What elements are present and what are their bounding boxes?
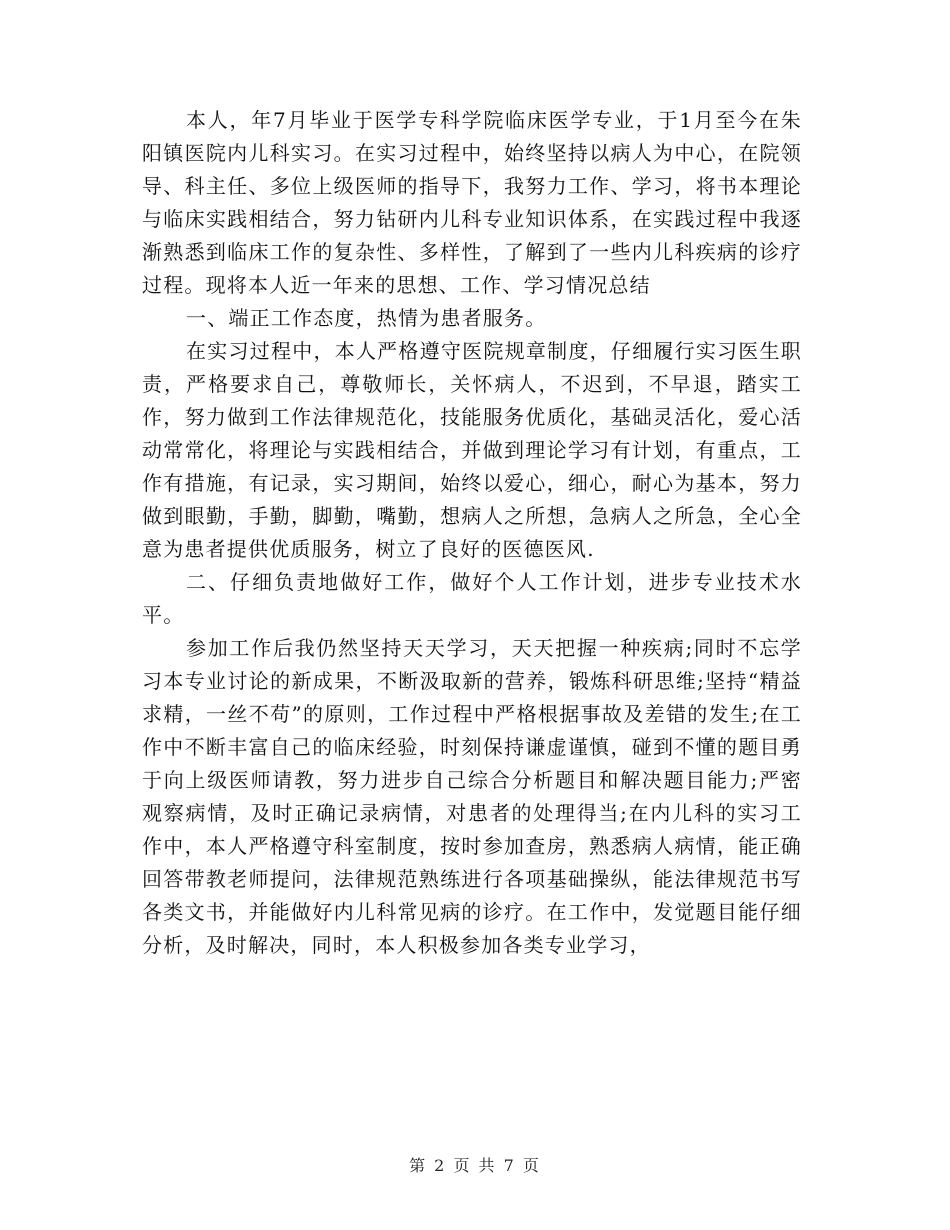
paragraph-professional-study: 参加工作后我仍然坚持天天学习，天天把握一种疾病;同时不忘学习本专业讨论的新成果，不断汲取新的营养，锻炼科研思维;坚持“精益求精，一丝不苟”的原则，工作过程中严格根据事故及差错的发生;在工作中不断丰富自己的临床经验，时刻保持谦虚谨慎，碰到不懂的题目勇于向上级医师请教，努力进步自己综合分析题目和解决题目能力;严密观察病情，及时正确记录病情，对患者的处理得当;在内儿科的实习工作中，本人严格遵守科室制度，按时参加查房，熟悉病人病情，能正确回答带教老师提问，法律规范熟练进行各项基础操纵，能法律规范书写各类文书，并能做好内儿科常见病的诊疗。在工作中，发觉题目能仔细分析，及时解决，同时，本人积极参加各类专业学习， xyxy=(142,636,802,957)
section-heading-2: 二、仔细负责地做好工作，做好个人工作计划，进步专业技术水平。 xyxy=(142,570,802,627)
document-body xyxy=(142,104,802,962)
paragraph-intro: 本人，年7月毕业于医学专科学院临床医学专业，于1月至今在朱阳镇医院内儿科实习。在实习过程中，始终坚持以病人为中心，在院领导、科主任、多位上级医师的指导下，我努力工作、学习，将书本理论与临床实践相结合，努力钻研内儿科专业知识体系，在实践过程中我逐渐熟悉到临床工作的复杂性、多样性，了解到了一些内儿科疾病的诊疗过程。现将本人近一年来的思想、工作、学习情况总结 xyxy=(142,108,802,297)
page-footer: 第 2 页 共 7 页 xyxy=(409,1156,541,1175)
section-heading-1: 一、端正工作态度，热情为患者服务。 xyxy=(186,306,547,330)
paragraph-work-attitude: 在实习过程中，本人严格遵守医院规章制度，仔细履行实习医生职责，严格要求自己，尊敬师长，关怀病人，不迟到，不早退，踏实工作，努力做到工作法律规范化，技能服务优质化，基础灵活化，爱心活动常常化，将理论与实践相结合，并做到理论学习有计划，有重点，工作有措施，有记录，实习期间，始终以爱心，细心，耐心为基本，努力做到眼勤，手勤，脚勤，嘴勤，想病人之所想，急病人之所急，全心全意为患者提供优质服务，树立了良好的医德医风. xyxy=(142,339,802,561)
